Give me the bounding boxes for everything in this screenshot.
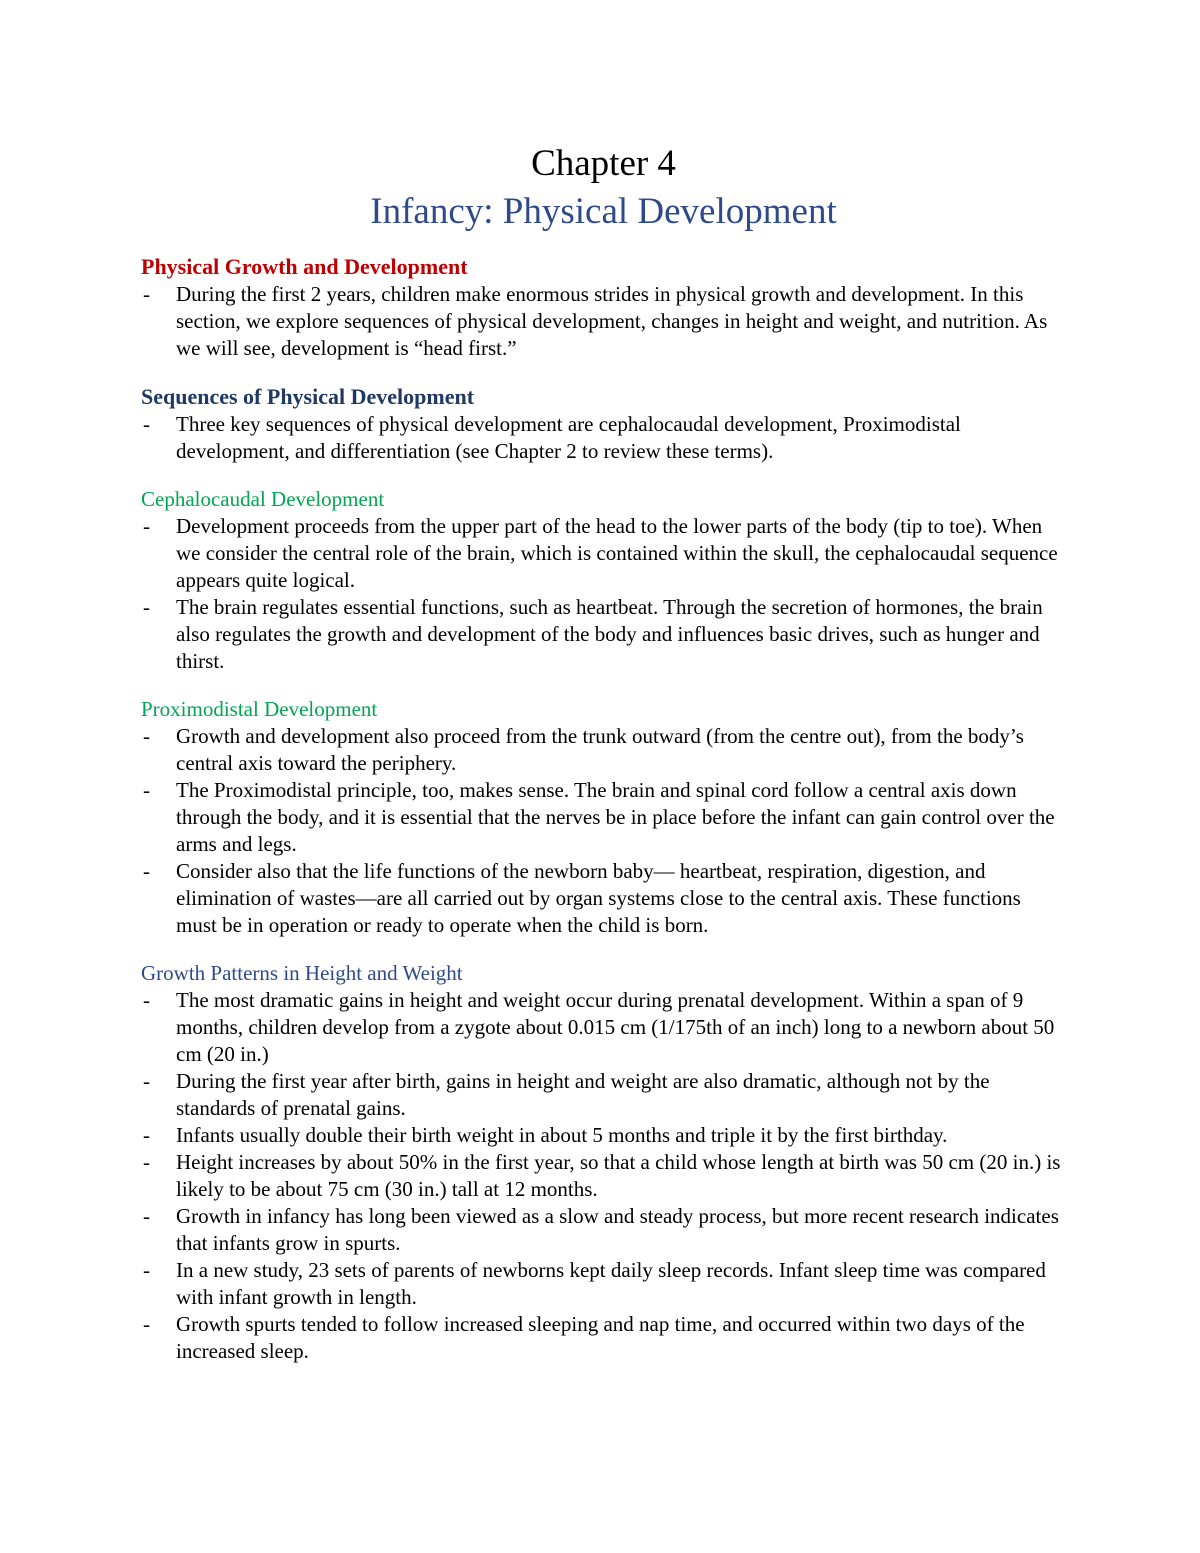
section-heading: Proximodistal Development [141,697,378,721]
list-item [141,777,1066,858]
dash-marker: - [143,514,150,538]
list-item-text: Growth in infancy has long been viewed as a slow and steady process, but more recent research indicates that infants grow in spurts. [176,1204,1059,1255]
section-physical-growth [141,252,1066,362]
section-heading: Physical Growth and Development [141,254,468,279]
bullet-list [141,513,1066,675]
dash-marker: - [143,1069,150,1093]
section-heading: Cephalocaudal Development [141,487,385,511]
dash-marker: - [143,1204,150,1228]
dash-marker: - [143,778,150,802]
bullet-list [141,411,1066,465]
document-page [141,140,1066,1385]
list-item [141,1203,1066,1257]
dash-marker: - [143,1123,150,1147]
dash-marker: - [143,1312,150,1336]
list-item-text: Growth and development also proceed from the trunk outward (from the centre out), from the body’s central axis toward the periphery. [176,724,1024,775]
bullet-list [141,723,1066,939]
list-item-text: Growth spurts tended to follow increased sleeping and nap time, and occurred within two days of the increased sleep. [176,1312,1025,1363]
dash-marker: - [143,595,150,619]
list-item-text: Three key sequences of physical development are cephalocaudal development, Proximodistal development, and differentiation (see Chapter 2 to review these terms). [176,412,961,463]
dash-marker: - [143,282,150,306]
list-item [141,987,1066,1068]
list-item [141,411,1066,465]
bullet-list [141,281,1066,362]
list-item [141,513,1066,594]
section-cephalocaudal [141,485,1066,675]
dash-marker: - [143,988,150,1012]
dash-marker: - [143,724,150,748]
list-item-text: Infants usually double their birth weight in about 5 months and triple it by the first birthday. [176,1123,948,1147]
list-item [141,1149,1066,1203]
chapter-subtitle: Infancy: Physical Development [370,191,837,232]
list-item-text: The Proximodistal principle, too, makes sense. The brain and spinal cord follow a central axis down through the body, and it is essential that the nerves be in place before the infant can gain control over the arms and legs. [176,778,1055,856]
list-item [141,594,1066,675]
dash-marker: - [143,1150,150,1174]
list-item [141,858,1066,939]
list-item-text: Development proceeds from the upper part of the head to the lower parts of the body (tip to toe). When we consider the central role of the brain, which is contained within the skull, the cephalocaudal sequence appears quite logical. [176,514,1058,592]
list-item-text: During the first 2 years, children make enormous strides in physical growth and development. In this section, we explore sequences of physical development, changes in height and weight, and nutrition. As we will see, development is “head first.” [176,282,1048,360]
list-item [141,1122,1066,1149]
list-item-text: The brain regulates essential functions, such as heartbeat. Through the secretion of hormones, the brain also regulates the growth and development of the body and influences basic drives, such as hunger and thirst. [176,595,1043,673]
list-item-text: In a new study, 23 sets of parents of newborns kept daily sleep records. Infant sleep time was compared with infant growth in length. [176,1258,1046,1309]
list-item-text: Consider also that the life functions of the newborn baby— heartbeat, respiration, digestion, and elimination of wastes—are all carried out by organ systems close to the central axis. These functions must be in operation or ready to operate when the child is born. [176,859,1021,937]
bullet-list [141,987,1066,1365]
section-sequences [141,382,1066,465]
list-item [141,1311,1066,1365]
list-item [141,723,1066,777]
dash-marker: - [143,1258,150,1282]
list-item [141,1068,1066,1122]
section-heading: Sequences of Physical Development [141,384,475,409]
dash-marker: - [143,412,150,436]
list-item [141,1257,1066,1311]
list-item-text: During the first year after birth, gains in height and weight are also dramatic, although not by the standards of prenatal gains. [176,1069,990,1120]
dash-marker: - [143,859,150,883]
list-item-text: The most dramatic gains in height and weight occur during prenatal development. Within a span of 9 months, children develop from a zygote about 0.015 cm (1/175th of an inch) long to a newborn about 50 cm (20 in.) [176,988,1055,1066]
list-item-text: Height increases by about 50% in the first year, so that a child whose length at birth was 50 cm (20 in.) is likely to be about 75 cm (30 in.) tall at 12 months. [176,1150,1061,1201]
section-heading: Growth Patterns in Height and Weight [141,961,463,985]
chapter-title: Chapter 4 [531,143,676,184]
section-proximodistal [141,695,1066,939]
section-growth-patterns [141,959,1066,1365]
list-item [141,281,1066,362]
